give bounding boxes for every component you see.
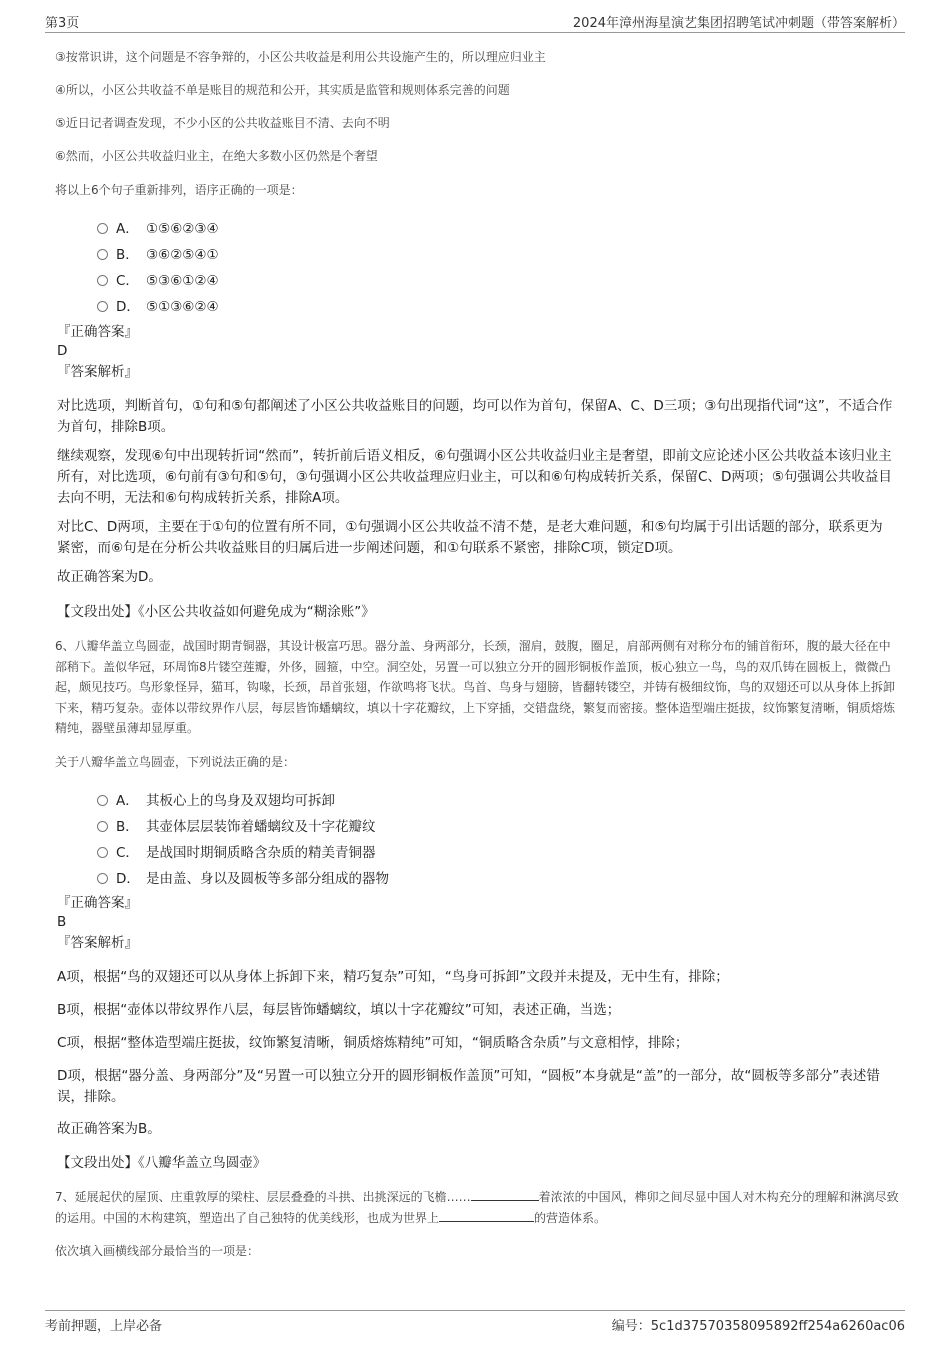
q5-sentence-4: ④所以，小区公共收益不单是账目的规范和公开，其实质是监管和规则体系完善的问题: [55, 83, 510, 97]
q6-option-b[interactable]: B． 其壶体层层装饰着蟠螭纹及十字花瓣纹: [97, 815, 376, 835]
radio-icon[interactable]: [97, 275, 108, 286]
q5-question: 将以上6个句子重新排列，语序正确的一项是：: [55, 183, 303, 197]
q5-analysis-3: 对比C、D两项，主要在于①句的位置有所不同，①句强调小区公共收益不清不楚，是老大难问题，和⑤句均属于引出话题的部分，联系更为紧密，而⑥句是在分析公共收益账目的归属后进一步阐述问题，和①句联系不紧密，排除C项，锁定D项。: [57, 519, 883, 556]
q6-source: 【文段出处】《八瓣华盖立鸟圆壶》: [57, 1155, 267, 1171]
q5-analysis-label: 『答案解析』: [57, 364, 138, 380]
q6-option-c[interactable]: C． 是战国时期铜质略含杂质的精美青铜器: [97, 841, 376, 861]
q7-question: 依次填入画横线部分最恰当的一项是：: [55, 1244, 260, 1258]
q5-analysis-1: 对比选项，判断首句，①句和⑤句都阐述了小区公共收益账目的问题，均可以作为首句，保留A、C、D三项；③句出现指代词“这”，不适合作为首句，排除B项。: [57, 398, 893, 435]
q6-analysis-a: A项，根据“鸟的双翅还可以从身体上拆卸下来，精巧复杂”可知，“鸟身可拆卸”文段并未提及，无中生有，排除；: [57, 969, 729, 985]
document-title: 2024年漳州海星演艺集团招聘笔试冲刺题（带答案解析）: [572, 16, 905, 31]
q5-option-d[interactable]: D． ⑤①③⑥②④: [97, 295, 219, 315]
page-number: 第3页: [45, 16, 80, 31]
q5-option-a[interactable]: A． ①⑤⑥②③④: [97, 217, 219, 237]
q6-analysis-c: C项，根据“整体造型端庄挺拔，纹饰繁复清晰，铜质熔炼精纯”可知，“铜质略含杂质”与文意相悖，排除；: [57, 1035, 689, 1051]
page-footer: [45, 1310, 905, 1333]
q5-answer: D: [57, 343, 68, 359]
q6-analysis-b: B项，根据“壶体以带纹界作八层，每层皆饰蟠螭纹，填以十字花瓣纹”可知，表述正确，当选；: [57, 1002, 621, 1018]
q6-analysis-label: 『答案解析』: [57, 935, 138, 951]
radio-icon[interactable]: [97, 301, 108, 312]
radio-icon[interactable]: [97, 873, 108, 884]
footer-slogan: 考前押题，上岸必备: [45, 1319, 163, 1334]
q5-sentence-3: ③按常识讲，这个问题是不容争辩的，小区公共收益是利用公共设施产生的，所以理应归业主: [55, 50, 546, 64]
q6-option-d[interactable]: D． 是由盖、身以及圆板等多部分组成的器物: [97, 867, 389, 887]
blank-1: [471, 1200, 539, 1201]
q6-answer: B: [57, 914, 67, 930]
radio-icon[interactable]: [97, 795, 108, 806]
q7-stem: 7、延展起伏的屋顶、庄重敦厚的梁柱、层层叠叠的斗拱、出挑深远的飞檐…… 着浓浓的中国风，榫卯之间尽显中国人对木构充分的理解和淋漓尽致的运用。中国的木构建筑，塑造出了自己独特的优美线形，也成为世界上 的营造体系。: [55, 1190, 899, 1225]
blank-2: [439, 1221, 534, 1222]
q5-analysis-2: 继续观察，发现⑥句中出现转折词“然而”，转折前后语义相反，⑥句强调小区公共收益归业主是奢望，即前文应论述小区公共收益本该归业主所有，对比选项，⑥句前有③句和⑤句，③句强调小区公共收益理应归业主，可以和⑥句构成转折关系，保留C、D两项；⑤句强调公共收益目去向不明，无法和⑥句构成转折关系，排除A项。: [57, 448, 892, 506]
q5-option-b[interactable]: B． ③⑥②⑤④①: [97, 243, 219, 263]
q6-stem: 6、八瓣华盖立鸟圆壶，战国时期青铜器，其设计极富巧思。器分盖、身两部分，长颈，溜肩，鼓腹，圈足，肩部两侧有对称分布的铺首衔环，腹的最大径在中部稍下。盖似华冠，环周饰8片镂空莲瓣，外侈，圆箍，中空。洞空处，另置一可以独立分开的圆形铜板作盖顶，板心独立一鸟，鸟的双爪铸在圆板上，微微凸起，颇见技巧。鸟形象怪异，猫耳，钩喙，长颈，昂首张翅，作欲鸣将飞状。鸟首、鸟身与翅膀，皆翻转镂空，并铸有极细纹饰，鸟的双翅还可以从身体上拆卸下来，精巧复杂。壶体以带纹界作八层，每层皆饰蟠螭纹，填以十字花瓣纹，上下穿插，交错盘绕，繁复而密接。整体造型端庄挺拔，纹饰繁复清晰，铜质熔炼精纯，器壁虽薄却显厚重。: [55, 639, 896, 735]
q6-question: 关于八瓣华盖立鸟圆壶，下列说法正确的是：: [55, 755, 296, 769]
q6-answer-label: 『正确答案』: [57, 895, 138, 911]
q6-conclusion: 故正确答案为B。: [57, 1121, 161, 1137]
q5-sentence-5: ⑤近日记者调查发现，不少小区的公共收益账目不清、去向不明: [55, 116, 390, 130]
q5-conclusion: 故正确答案为D。: [57, 569, 162, 585]
radio-icon[interactable]: [97, 847, 108, 858]
q6-option-a[interactable]: A． 其板心上的鸟身及双翅均可拆卸: [97, 789, 335, 809]
q5-option-c[interactable]: C． ⑤③⑥①②④: [97, 269, 219, 289]
radio-icon[interactable]: [97, 821, 108, 832]
q5-source: 【文段出处】《小区公共收益如何避免成为“糊涂账”》: [57, 604, 375, 620]
radio-icon[interactable]: [97, 223, 108, 234]
q5-answer-label: 『正确答案』: [57, 324, 138, 340]
radio-icon[interactable]: [97, 249, 108, 260]
footer-code: 编号：5c1d37570358095892ff254a6260ac06: [611, 1319, 905, 1334]
q5-sentence-6: ⑥然而，小区公共收益归业主，在绝大多数小区仍然是个奢望: [55, 149, 378, 163]
page-header: [45, 12, 905, 33]
q6-analysis-d: D项，根据“器分盖、身两部分”及“另置一可以独立分开的圆形铜板作盖顶”可知，“圆板”本身就是“盖”的一部分，故“圆板等多部分”表述错误，排除。: [57, 1068, 880, 1105]
